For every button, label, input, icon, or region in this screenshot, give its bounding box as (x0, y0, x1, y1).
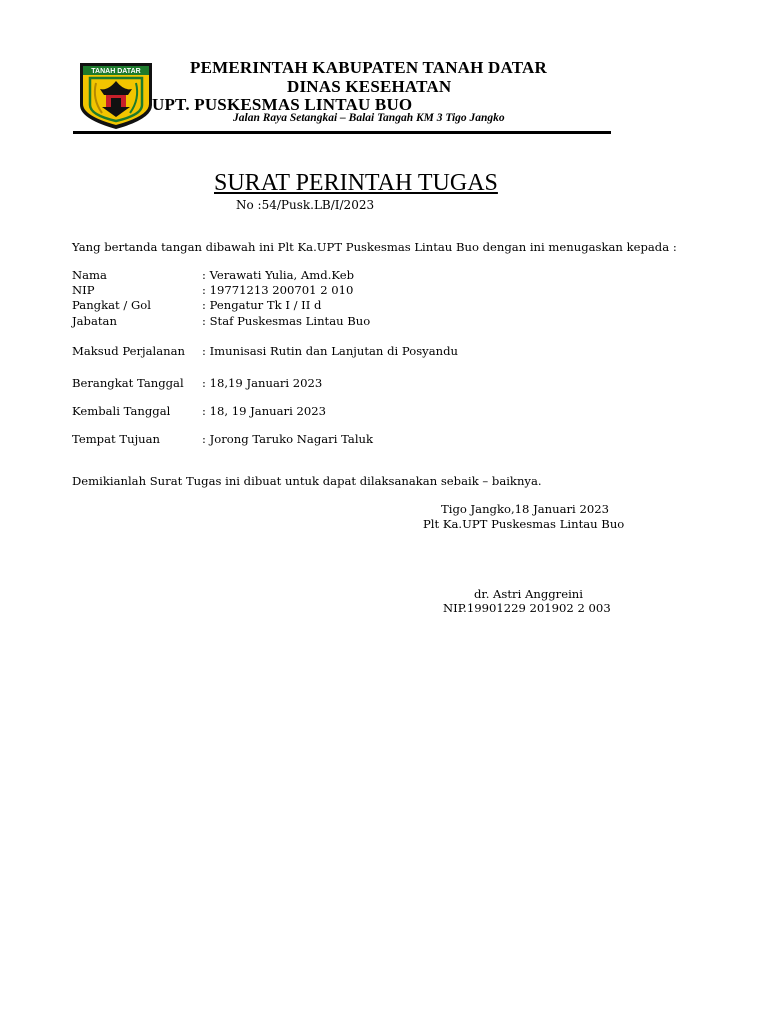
field-label-jabatan: Jabatan (72, 314, 117, 328)
letterhead-address: Jalan Raya Setangkai – Balai Tangah KM 3 Tigo Jangko (233, 112, 505, 124)
field-label-pangkat: Pangkat / Gol (72, 298, 151, 312)
letterhead-government: PEMERINTAH KABUPATEN TANAH DATAR (190, 58, 547, 77)
field-value-maksud: : Imunisasi Rutin dan Lanjutan di Posyandu (202, 344, 458, 358)
document-title: SURAT PERINTAH TUGAS (214, 170, 498, 196)
field-value-nip: : 19771213 200701 2 010 (202, 283, 354, 297)
field-label-nip: NIP (72, 283, 95, 297)
intro-paragraph: Yang bertanda tangan dibawah ini Plt Ka.UPT Puskesmas Lintau Buo dengan ini menugaskan kepada : (72, 240, 677, 254)
document-number: No :54/Pusk.LB/I/2023 (236, 198, 375, 212)
field-value-nama: : Verawati Yulia, Amd.Keb (202, 268, 355, 282)
field-label-tujuan: Tempat Tujuan (72, 432, 161, 446)
field-value-jabatan: : Staf Puskesmas Lintau Buo (202, 314, 371, 328)
field-label-kembali: Kembali Tanggal (72, 404, 171, 418)
signature-name: dr. Astri Anggreini (474, 587, 583, 601)
field-value-pangkat: : Pengatur Tk I / II d (202, 298, 322, 312)
field-value-tujuan: : Jorong Taruko Nagari Taluk (202, 432, 374, 446)
letterhead-department: DINAS KESEHATAN (287, 77, 452, 96)
field-label-berangkat: Berangkat Tanggal (72, 376, 184, 390)
letterhead-institution: UPT. PUSKESMAS LINTAU BUO (152, 95, 413, 114)
logo-text: TANAH DATAR (91, 68, 141, 75)
letterhead-divider (73, 131, 611, 134)
field-label-maksud: Maksud Perjalanan (72, 344, 185, 358)
tanah-datar-emblem-icon (78, 61, 154, 131)
signature-nip: NIP.19901229 201902 2 003 (443, 601, 611, 615)
field-value-kembali: : 18, 19 Januari 2023 (202, 404, 326, 418)
closing-paragraph: Demikianlah Surat Tugas ini dibuat untuk dapat dilaksanakan sebaik – baiknya. (72, 474, 542, 488)
field-value-berangkat: : 18,19 Januari 2023 (202, 376, 323, 390)
signature-place-date: Tigo Jangko,18 Januari 2023 (441, 502, 609, 516)
field-label-nama: Nama (72, 268, 107, 282)
signature-position: Plt Ka.UPT Puskesmas Lintau Buo (423, 517, 625, 531)
